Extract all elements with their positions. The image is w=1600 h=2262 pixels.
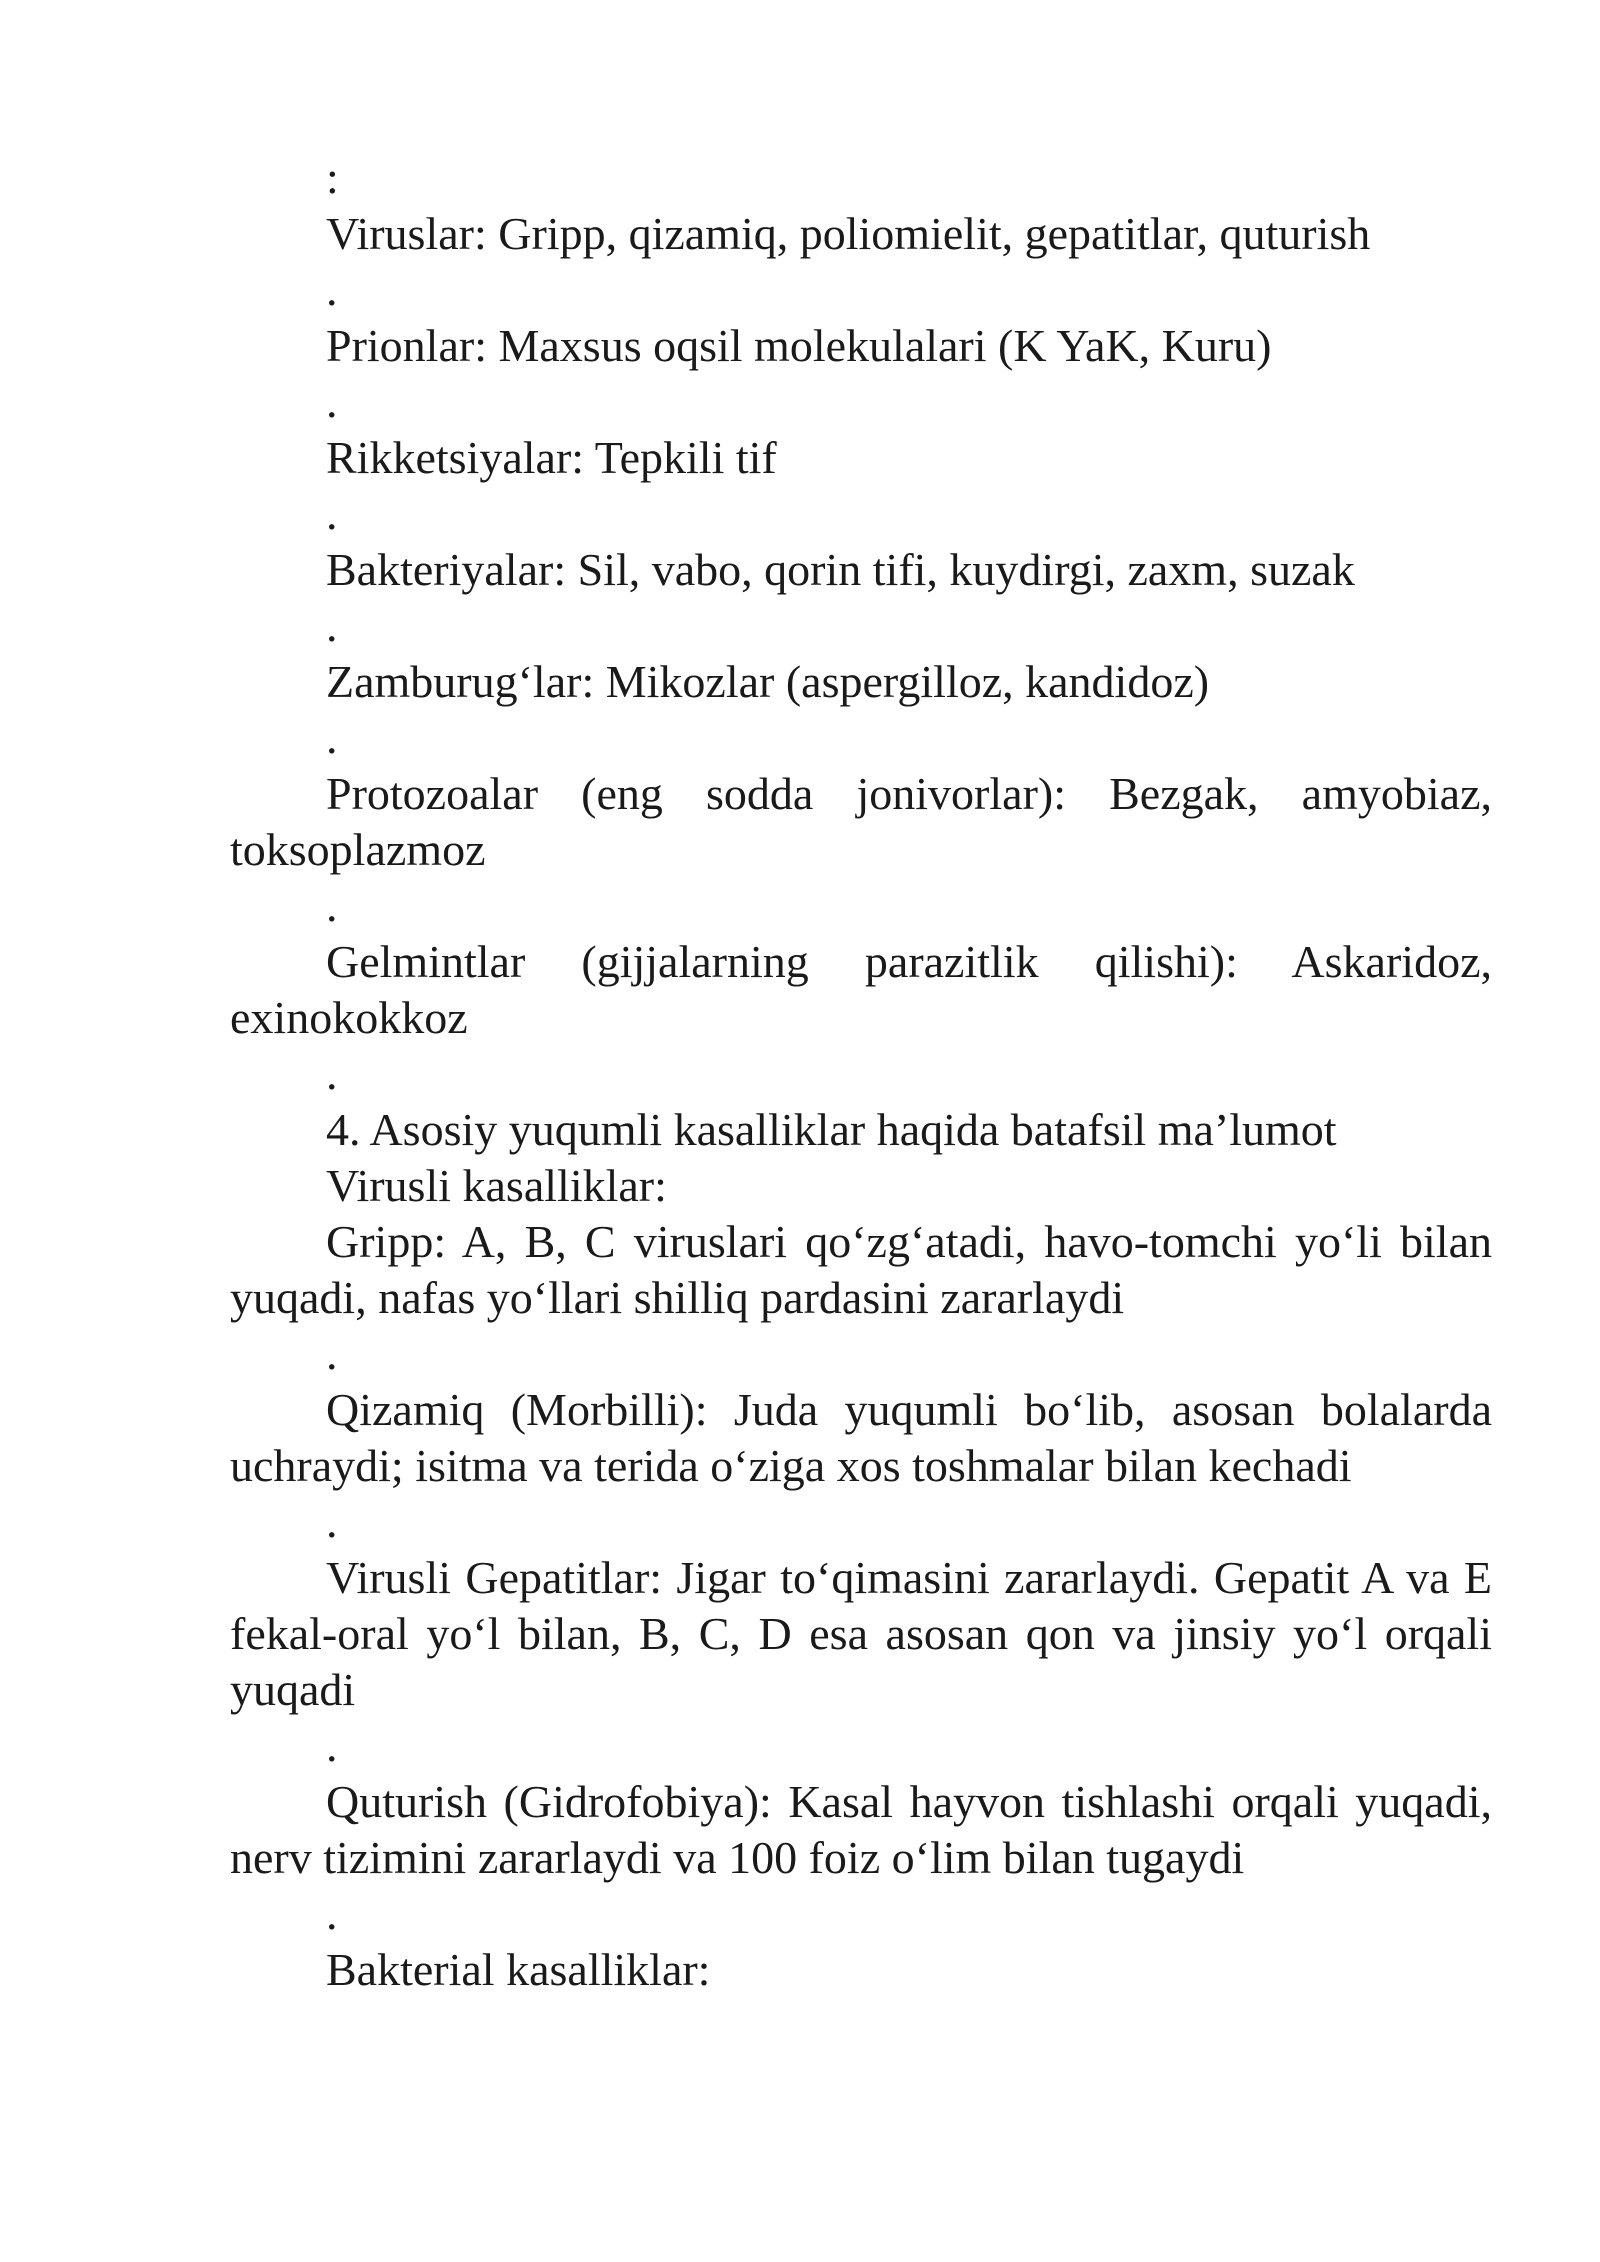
paragraph-rikketsiyalar: Rikketsiyalar: Tepkili tif <box>326 432 777 483</box>
paragraph-bakteriyalar: Bakteriyalar: Sil, vabo, qorin tifi, kuydirgi, zaxm, suzak <box>326 544 1355 595</box>
subsection-heading-bakterial: Bakterial kasalliklar: <box>326 1944 711 1995</box>
list-marker: . <box>326 1328 338 1379</box>
paragraph-protozoalar: Protozoalar (eng sodda jonivorlar): Bezgak, amyobiaz, toksoplazmoz <box>230 768 1492 875</box>
list-marker: . <box>326 1048 338 1099</box>
list-marker: . <box>326 488 338 539</box>
list-marker: . <box>326 264 338 315</box>
list-marker: . <box>326 880 338 931</box>
paragraph-gepatitlar: Virusli Gepatitlar: Jigar to‘qimasini zararlaydi. Gepatit A va E fekal-oral yo‘l bilan, B, C, D esa asosan qon va jinsiy yo‘l orqali yuqadi <box>230 1552 1492 1715</box>
list-marker: . <box>326 1720 338 1771</box>
paragraph-prionlar: Prionlar: Maxsus oqsil molekulalari (K YaK, Kuru) <box>326 320 1272 371</box>
paragraph-gelmintlar: Gelmintlar (gijjalarning parazitlik qilishi): Askaridoz, exinokokkoz <box>230 936 1492 1043</box>
document-page <box>230 150 1492 1998</box>
paragraph-zamburuglar: Zamburug‘lar: Mikozlar (aspergilloz, kandidoz) <box>326 656 1210 707</box>
list-marker: . <box>326 600 338 651</box>
paragraph-gripp: Gripp: A, B, C viruslari qo‘zg‘atadi, havo-tomchi yo‘li bilan yuqadi, nafas yo‘llari shilliq pardasini zararlaydi <box>230 1216 1492 1323</box>
list-marker: . <box>326 712 338 763</box>
section-heading: 4. Asosiy yuqumli kasalliklar haqida batafsil ma’lumot <box>326 1104 1337 1155</box>
list-marker: . <box>326 1888 338 1939</box>
paragraph-quturish: Quturish (Gidrofobiya): Kasal hayvon tishlashi orqali yuqadi, nerv tizimini zararlaydi va 100 foiz o‘lim bilan tugaydi <box>230 1776 1492 1883</box>
subsection-heading-virusli: Virusli kasalliklar: <box>326 1160 667 1211</box>
list-marker: : <box>326 152 339 203</box>
paragraph-viruslar: Viruslar: Gripp, qizamiq, poliomielit, gepatitlar, quturish <box>326 208 1371 259</box>
list-marker: . <box>326 376 338 427</box>
list-marker: . <box>326 1496 338 1547</box>
paragraph-qizamiq: Qizamiq (Morbilli): Juda yuqumli bo‘lib, asosan bolalarda uchraydi; isitma va terida o‘ziga xos toshmalar bilan kechadi <box>230 1384 1492 1491</box>
